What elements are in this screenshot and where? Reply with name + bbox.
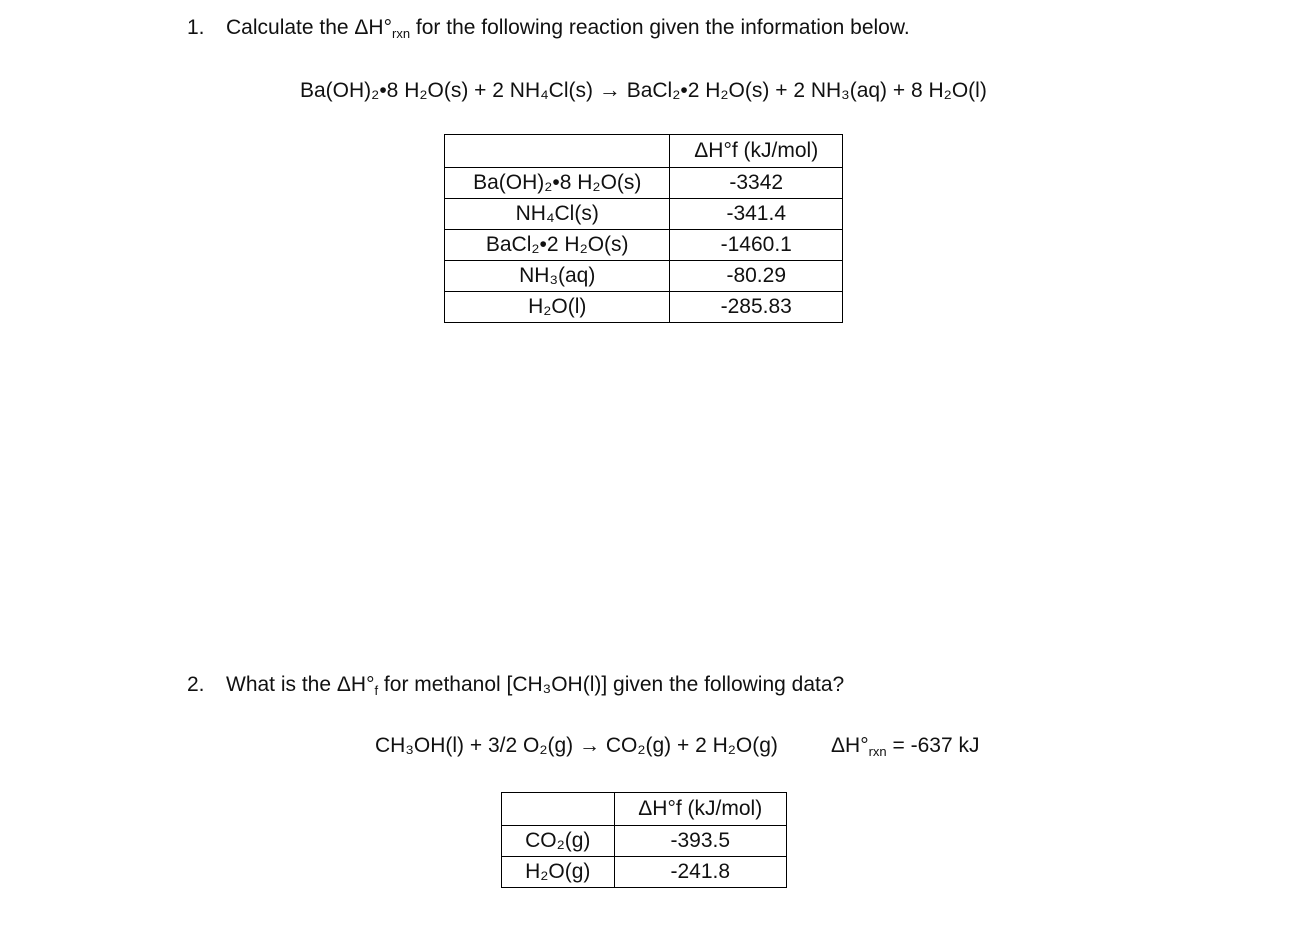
- q1-value: -341.4: [670, 199, 843, 230]
- q2-number: 2.: [187, 673, 205, 696]
- q2-table-header-blank: [502, 793, 615, 826]
- q1-value: -80.29: [670, 261, 843, 292]
- q2-table-header-row: [502, 793, 787, 826]
- q1-prompt-pre: Calculate the ΔH°: [226, 16, 393, 39]
- q1-plus-3: +: [887, 79, 911, 102]
- q1-species: BaCl₂•2 H₂O(s): [445, 230, 670, 261]
- q2-prompt-post: for methanol [CH₃OH(l)] given the following data?: [378, 673, 845, 696]
- reaction-arrow-icon: →: [598, 77, 621, 102]
- q1-species: Ba(OH)₂•8 H₂O(s): [445, 168, 670, 199]
- q2-prompt-sub: f: [374, 683, 379, 698]
- table-row: [445, 199, 843, 230]
- q1-product-1: BaCl₂•2 H₂O(s): [626, 79, 770, 102]
- table-row: [445, 261, 843, 292]
- q1-enthalpy-table: [444, 134, 843, 323]
- q1-table-header: ΔH°f (kJ/mol): [670, 135, 843, 168]
- table-row: [445, 230, 843, 261]
- q1-plus-1: +: [468, 79, 493, 102]
- q2-equation-text: CH₃OH(l) + 3/2 O₂(g) → CO₂(g) + 2 H₂O(g): [375, 734, 778, 757]
- q2-value: -241.8: [614, 857, 787, 888]
- q1-prompt: [226, 16, 910, 41]
- q1-prompt-sub: rxn: [392, 26, 411, 41]
- table-row: [445, 292, 843, 323]
- q1-number: 1.: [187, 16, 205, 39]
- q2-equation: [375, 734, 778, 758]
- q2-enthalpy-of-reaction: [831, 734, 979, 759]
- q1-reactant-1: Ba(OH)₂•8 H₂O(s): [300, 79, 469, 102]
- q2-dh-sub: rxn: [868, 744, 887, 759]
- q2-species: CO₂(g): [502, 826, 615, 857]
- q1-value: -3342: [670, 168, 843, 199]
- q2-enthalpy-table: [501, 792, 787, 888]
- q1-reactant-2: 2 NH₄Cl(s): [492, 79, 593, 102]
- table-row: [445, 168, 843, 199]
- q2-prompt-pre: What is the ΔH°: [226, 673, 375, 696]
- q1-species: H₂O(l): [445, 292, 670, 323]
- q1-plus-2: +: [769, 79, 794, 102]
- q1-species: NH₄Cl(s): [445, 199, 670, 230]
- q1-table-header-row: [445, 135, 843, 168]
- q2-dh-post: = -637 kJ: [886, 734, 980, 757]
- q1-table-header-blank: [445, 135, 670, 168]
- table-row: [502, 857, 787, 888]
- q1-prompt-post: for the following reaction given the information below.: [410, 16, 910, 39]
- q1-product-2: 2 NH₃(aq): [793, 79, 888, 102]
- q1-value: -1460.1: [670, 230, 843, 261]
- q2-prompt: [226, 673, 844, 698]
- q2-species: H₂O(g): [502, 857, 615, 888]
- q2-table-header: ΔH°f (kJ/mol): [614, 793, 787, 826]
- q1-species: NH₃(aq): [445, 261, 670, 292]
- q2-dh-pre: ΔH°: [831, 734, 869, 757]
- q2-value: -393.5: [614, 826, 787, 857]
- q1-equation: [300, 77, 987, 103]
- q1-value: -285.83: [670, 292, 843, 323]
- q1-product-3: 8 H₂O(l): [911, 79, 987, 102]
- table-row: [502, 826, 787, 857]
